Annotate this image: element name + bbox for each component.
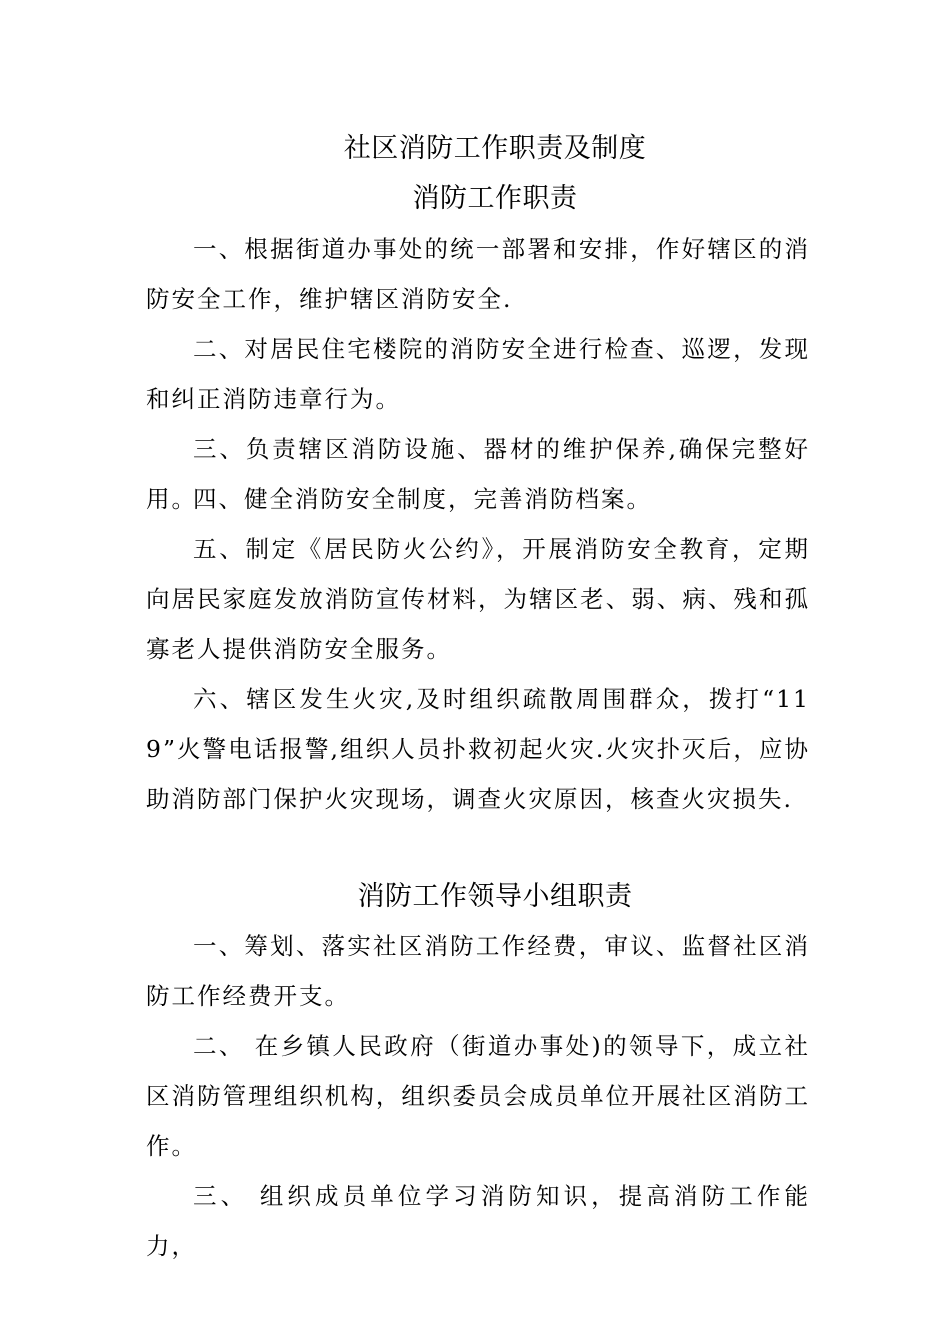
duty-paragraph-4: 四、健全消防安全制度，完善消防档案。 bbox=[193, 485, 652, 513]
leadership-paragraph-2: 二、 在乡镇人民政府（街道办事处)的领导下，成立社区消防管理组织机构，组织委员会成员单位开展社区消防工作。 bbox=[146, 1032, 810, 1160]
duty-paragraph-2: 二、对居民住宅楼院的消防安全进行检查、巡逻，发现和纠正消防违章行为。 bbox=[146, 335, 810, 413]
duty-paragraph-6: 六、辖区发生火灾,及时组织疏散周围群众，拨打“119”火警电话报警,组织人员扑救初起火灾.火灾扑灭后，应协助消防部门保护火灾现场，调查火灾原因，核查火灾损失. bbox=[146, 685, 810, 813]
duty-paragraph-5: 五、制定《居民防火公约》，开展消防安全教育，定期向居民家庭发放消防宣传材料，为辖区老、弱、病、残和孤寡老人提供消防安全服务。 bbox=[146, 535, 810, 663]
duty-paragraph-1: 一、根据街道办事处的统一部署和安排，作好辖区的消防安全工作，维护辖区消防安全. bbox=[146, 235, 810, 313]
duty-paragraph-3: 三、负责辖区消防设施、器材的维护保养,确保完整好用。 bbox=[146, 435, 810, 513]
leadership-paragraph-3: 三、 组织成员单位学习消防知识，提高消防工作能力， bbox=[146, 1182, 810, 1260]
leadership-paragraph-1: 一、筹划、落实社区消防工作经费，审议、监督社区消防工作经费开支。 bbox=[146, 932, 810, 1010]
section-heading-duties: 消防工作职责 bbox=[412, 183, 578, 214]
document-title: 社区消防工作职责及制度 bbox=[343, 133, 647, 164]
section-heading-leadership: 消防工作领导小组职责 bbox=[357, 881, 633, 912]
